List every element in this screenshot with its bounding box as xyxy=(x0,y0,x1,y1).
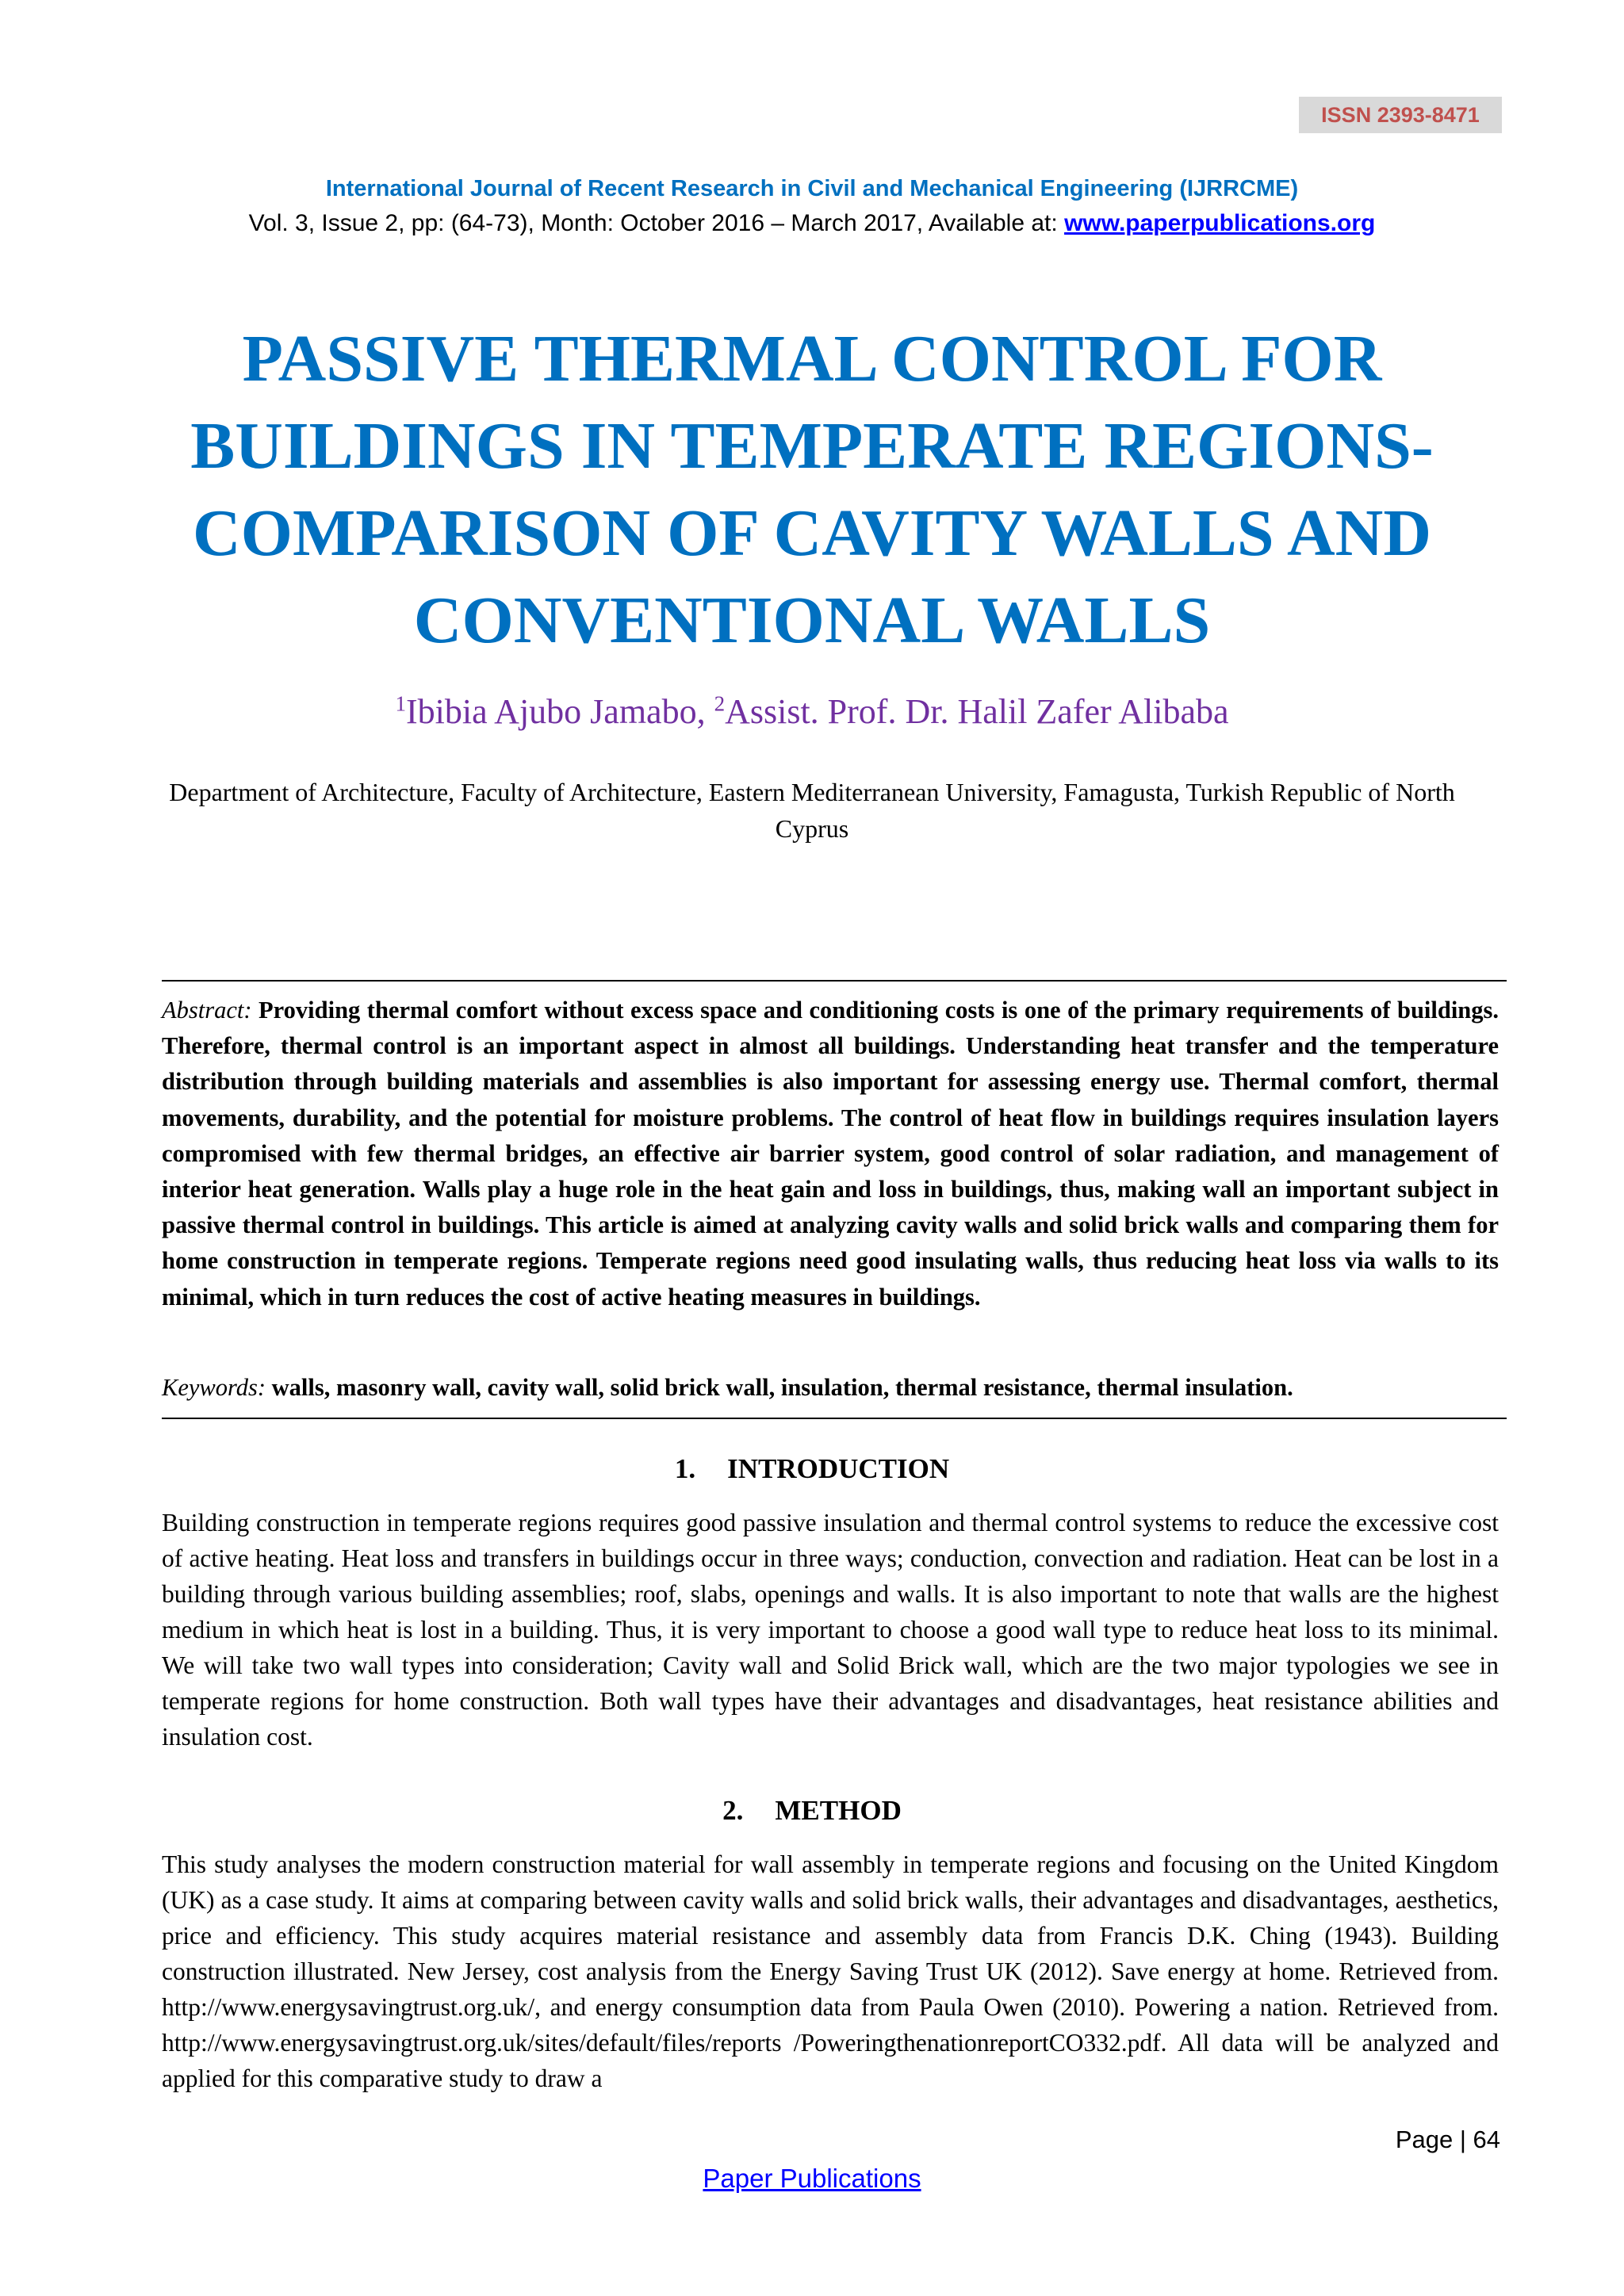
page-number: Page | 64 xyxy=(1395,2126,1500,2153)
author2-name: Assist. Prof. Dr. Halil Zafer Alibaba xyxy=(725,692,1229,731)
title-line: COMPARISON OF CAVITY WALLS AND xyxy=(193,496,1431,570)
bottom-divider xyxy=(162,1418,1507,1419)
authors-line xyxy=(0,688,1624,736)
author2-affil-mark: 2 xyxy=(714,691,726,716)
title-line: CONVENTIONAL WALLS xyxy=(413,584,1211,657)
footer xyxy=(0,2164,1624,2194)
website-link[interactable]: www.paperpublications.org xyxy=(1064,210,1376,236)
volume-info-line xyxy=(0,208,1624,239)
paper-title xyxy=(127,316,1497,664)
section-number: 2. xyxy=(722,1795,744,1826)
journal-name: International Journal of Recent Research in Civil and Mechanical Engineering (IJRRCME) xyxy=(325,176,1299,201)
affiliation: Department of Architecture, Faculty of Architecture, Eastern Mediterranean University, Famagusta, Turkish Republic of North Cyprus xyxy=(169,778,1455,843)
keywords-text: walls, masonry wall, cavity wall, solid brick wall, insulation, thermal resistance, thermal insulation. xyxy=(271,1374,1293,1401)
section-title: METHOD xyxy=(775,1795,902,1826)
issn-badge: ISSN 2393-8471 xyxy=(1299,97,1502,133)
method-paragraph: This study analyses the modern construction material for wall assembly in temperate regions and focusing on the United Kingdom (UK) as a case study. It aims at comparing between cavity walls and solid brick walls, their advantages and disadvantages, aesthetics, price and efficiency. This study acquires material resistance and assembly data from Francis D.K. Ching (1943). Building construction illustrated. New Jersey, cost analysis from the Energy Saving Trust UK (2012). Save energy at home. Retrieved from. http://www.energysavingtrust.org.uk/, and energy consumption data from Paula Owen (2010). Powering a nation. Retrieved from. http://www.energysavingtrust.org.uk/sites/default/files/reports /PoweringthenationreportCO332.pdf. All data will be analyzed and applied for this comparative study to draw a xyxy=(162,1850,1499,2092)
abstract-label: Abstract: xyxy=(162,997,252,1024)
section-heading-introduction xyxy=(0,1451,1624,1487)
section-title: INTRODUCTION xyxy=(727,1453,950,1484)
author1-affil-mark: 1 xyxy=(395,691,406,716)
title-line: BUILDINGS IN TEMPERATE REGIONS- xyxy=(190,409,1434,483)
volume-info: Vol. 3, Issue 2, pp: (64-73), Month: October 2016 – March 2017, Available at: xyxy=(248,210,1065,236)
abstract xyxy=(162,993,1499,1315)
title-line: PASSIVE THERMAL CONTROL FOR xyxy=(242,322,1382,396)
abstract-text: Providing thermal comfort without excess space and conditioning costs is one of the primary requirements of buildings. Therefore, thermal control is an important aspect in almost all buildings. Understanding heat transfer and the temperature distribution through building materials and assemblies is also important for assessing energy use. Thermal comfort, thermal movements, durability, and the potential for moisture problems. The control of heat flow in buildings requires insulation layers compromised with few thermal bridges, an effective air barrier system, good control of solar radiation, and management of interior heat generation. Walls play a huge role in the heat gain and loss in buildings, thus, making wall an important subject in passive thermal control in buildings. This article is aimed at analyzing cavity walls and solid brick walls and comparing them for home construction in temperate regions. Temperate regions need good insulating walls, thus reducing heat loss via walls to its minimal, which in turn reduces the cost of active heating measures in buildings. xyxy=(162,997,1500,1311)
publisher-link[interactable]: Paper Publications xyxy=(703,2164,921,2193)
section-heading-method xyxy=(0,1793,1624,1829)
keywords xyxy=(162,1370,1502,1405)
introduction-paragraph: Building construction in temperate regions requires good passive insulation and thermal control systems to reduce the excessive cost of active heating. Heat loss and transfers in buildings occur in three ways; conduction, convection and radiation. Heat can be lost in a building through various building assemblies; roof, slabs, openings and walls. It is also important to note that walls are the highest medium in which heat is lost in a building. Thus, it is very important to choose a good wall type to reduce heat loss to its minimal. We will take two wall types into consideration; Cavity wall and Solid Brick wall, which are the two major typologies we see in temperate regions for home construction. Both wall types have their advantages and disadvantages, heat resistance abilities and insulation cost. xyxy=(162,1509,1499,1751)
author1-name: Ibibia Ajubo Jamabo, xyxy=(405,692,714,731)
section-number: 1. xyxy=(674,1453,696,1484)
top-divider xyxy=(162,980,1507,982)
keywords-label: Keywords: xyxy=(162,1374,266,1401)
